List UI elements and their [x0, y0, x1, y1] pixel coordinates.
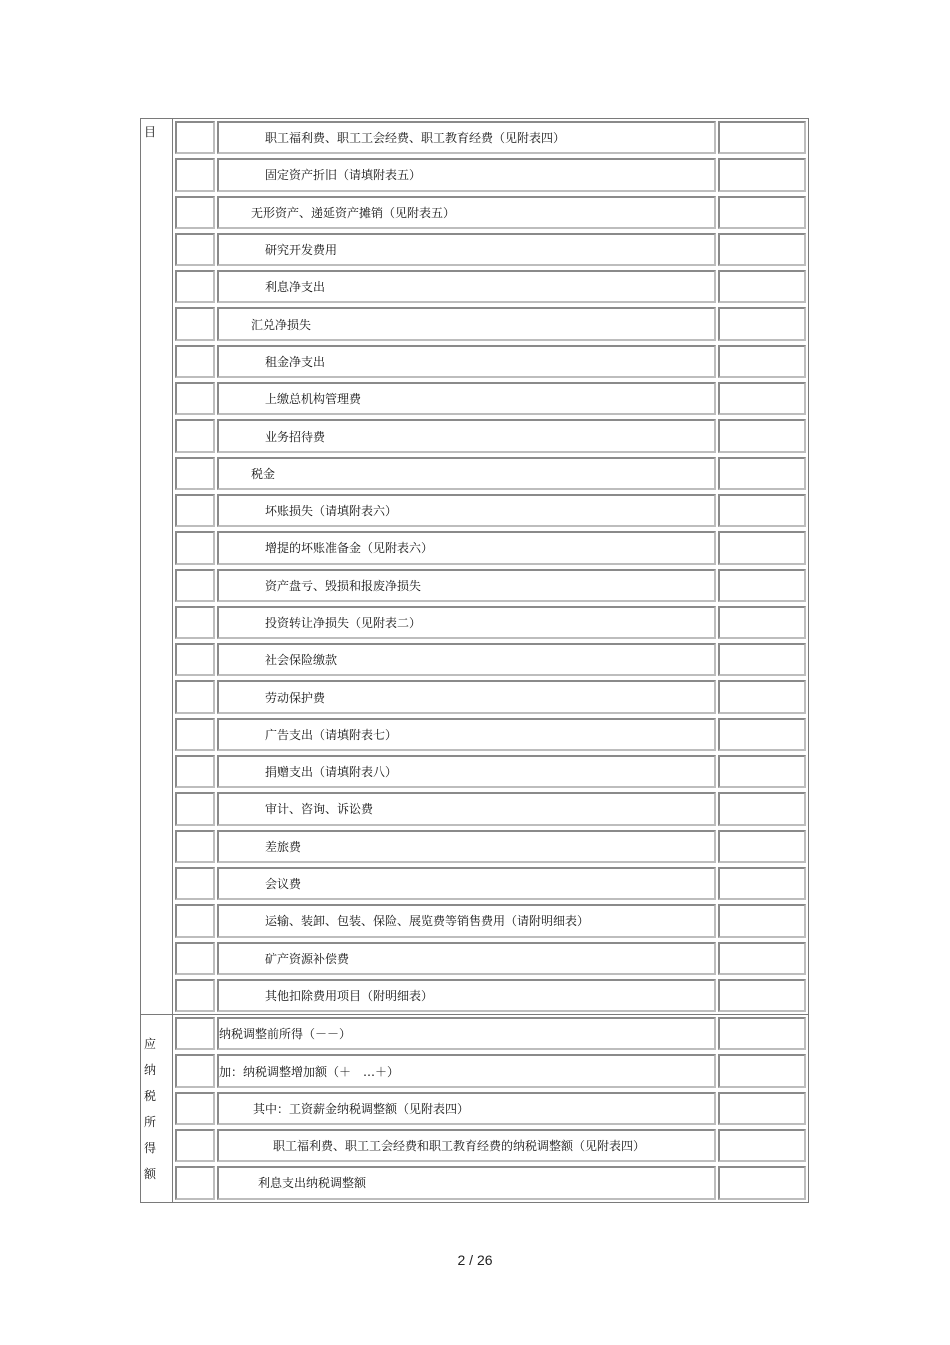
item-cell	[217, 270, 716, 303]
amount-cell[interactable]	[718, 979, 806, 1012]
item-label: 其中：工资薪金纳税调整额（见附表四）	[253, 1101, 470, 1116]
amount-cell[interactable]	[718, 680, 806, 713]
table-row	[173, 641, 808, 678]
amount-cell[interactable]	[718, 569, 806, 602]
item-cell	[217, 345, 716, 378]
tax-form-table	[140, 118, 809, 1203]
amount-cell[interactable]	[718, 419, 806, 452]
item-label: 业务招待费	[265, 429, 326, 444]
item-cell	[217, 606, 716, 639]
item-cell	[217, 867, 716, 900]
table-row	[173, 865, 808, 902]
section-deductions	[141, 119, 808, 1014]
item-label: 利息支出纳税调整额	[258, 1176, 367, 1191]
amount-cell[interactable]	[718, 233, 806, 266]
amount-cell[interactable]	[718, 792, 806, 825]
section-taxable-income	[141, 1014, 808, 1201]
item-cell	[217, 1166, 716, 1199]
amount-cell[interactable]	[718, 867, 806, 900]
table-row	[173, 604, 808, 641]
line-number-cell[interactable]	[175, 419, 215, 452]
item-cell	[217, 569, 716, 602]
amount-cell[interactable]	[718, 158, 806, 191]
amount-cell[interactable]	[718, 643, 806, 676]
amount-cell[interactable]	[718, 904, 806, 937]
item-label: 上缴总机构管理费	[265, 392, 362, 407]
line-number-cell[interactable]	[175, 1129, 215, 1162]
line-number-cell[interactable]	[175, 1017, 215, 1050]
item-cell	[217, 457, 716, 490]
amount-cell[interactable]	[718, 718, 806, 751]
line-number-cell[interactable]	[175, 121, 215, 154]
table-row	[173, 455, 808, 492]
amount-cell[interactable]	[718, 755, 806, 788]
line-number-cell[interactable]	[175, 1054, 215, 1087]
line-number-cell[interactable]	[175, 718, 215, 751]
group-label-char: 纳	[144, 1063, 157, 1078]
item-cell	[217, 494, 716, 527]
item-cell	[217, 121, 716, 154]
item-label: 其他扣除费用项目（附明细表）	[265, 988, 434, 1003]
item-label: 租金净支出	[265, 354, 326, 369]
item-cell	[217, 1054, 716, 1087]
table-row	[173, 940, 808, 977]
item-cell	[217, 1017, 716, 1050]
item-label: 税金	[251, 466, 276, 481]
amount-cell[interactable]	[718, 457, 806, 490]
line-number-cell[interactable]	[175, 382, 215, 415]
group-label-char: 目	[144, 125, 157, 139]
table-row	[173, 1127, 808, 1164]
group-label-char: 应	[144, 1037, 157, 1052]
amount-cell[interactable]	[718, 307, 806, 340]
table-row	[173, 156, 808, 193]
item-label: 会议费	[265, 877, 302, 892]
item-label: 矿产资源补偿费	[265, 951, 350, 966]
item-cell	[217, 979, 716, 1012]
line-number-cell[interactable]	[175, 233, 215, 266]
amount-cell[interactable]	[718, 382, 806, 415]
line-number-cell[interactable]	[175, 1092, 215, 1125]
table-row	[173, 194, 808, 231]
item-label: 利息净支出	[265, 280, 326, 295]
group-label-char: 得	[144, 1141, 157, 1156]
item-label: 无形资产、递延资产摊销（见附表五）	[251, 205, 456, 220]
amount-cell[interactable]	[718, 942, 806, 975]
line-number-cell[interactable]	[175, 643, 215, 676]
amount-cell[interactable]	[718, 830, 806, 863]
line-number-cell[interactable]	[175, 196, 215, 229]
line-number-cell[interactable]	[175, 606, 215, 639]
line-number-cell[interactable]	[175, 531, 215, 564]
table-row	[173, 678, 808, 715]
amount-cell[interactable]	[718, 606, 806, 639]
amount-cell[interactable]	[718, 1129, 806, 1162]
line-number-cell[interactable]	[175, 494, 215, 527]
item-cell	[217, 718, 716, 751]
table-row	[173, 567, 808, 604]
amount-cell[interactable]	[718, 1054, 806, 1087]
table-row	[173, 529, 808, 566]
item-label: 社会保险缴款	[265, 653, 338, 668]
item-label: 加：纳税调整增加额（＋ …＋）	[219, 1064, 400, 1079]
line-number-cell[interactable]	[175, 979, 215, 1012]
amount-cell[interactable]	[718, 270, 806, 303]
item-cell	[217, 233, 716, 266]
line-number-cell[interactable]	[175, 942, 215, 975]
item-label: 职工福利费、职工工会经费、职工教育经费（见附表四）	[265, 131, 566, 146]
item-label: 捐赠支出（请填附表八）	[265, 765, 398, 780]
item-cell	[217, 755, 716, 788]
group-label-char: 额	[144, 1167, 157, 1182]
item-label: 汇兑净损失	[251, 317, 312, 332]
item-cell	[217, 942, 716, 975]
table-row	[173, 902, 808, 939]
table-row	[173, 828, 808, 865]
item-cell	[217, 158, 716, 191]
item-cell	[217, 792, 716, 825]
group-label	[141, 1015, 173, 1201]
table-row	[173, 343, 808, 380]
line-number-cell[interactable]	[175, 457, 215, 490]
item-cell	[217, 382, 716, 415]
table-row	[173, 380, 808, 417]
group-label-char: 税	[144, 1089, 157, 1104]
table-row	[173, 231, 808, 268]
row-group	[173, 1015, 808, 1201]
line-number-cell[interactable]	[175, 904, 215, 937]
item-cell	[217, 680, 716, 713]
amount-cell[interactable]	[718, 345, 806, 378]
item-label: 审计、咨询、诉讼费	[265, 802, 374, 817]
table-row	[173, 977, 808, 1014]
item-cell	[217, 643, 716, 676]
amount-cell[interactable]	[718, 494, 806, 527]
table-row	[173, 268, 808, 305]
table-row	[173, 305, 808, 342]
row-group	[173, 119, 808, 1014]
item-label: 投资转让净损失（见附表二）	[265, 616, 422, 630]
amount-cell[interactable]	[718, 196, 806, 229]
table-row	[173, 753, 808, 790]
item-cell	[217, 307, 716, 340]
item-cell	[217, 531, 716, 564]
item-label: 运输、装卸、包装、保险、展览费等销售费用（请附明细表）	[265, 914, 590, 929]
line-number-cell[interactable]	[175, 830, 215, 863]
amount-cell[interactable]	[718, 1092, 806, 1125]
item-cell	[217, 904, 716, 937]
item-label: 差旅费	[265, 839, 302, 854]
line-number-cell[interactable]	[175, 270, 215, 303]
line-number-cell[interactable]	[175, 680, 215, 713]
group-label-char: 所	[144, 1115, 157, 1130]
item-label: 坏账损失（请填附表六）	[265, 504, 398, 519]
item-label: 劳动保护费	[265, 690, 326, 705]
item-cell	[217, 419, 716, 452]
line-number-cell[interactable]	[175, 158, 215, 191]
line-number-cell[interactable]	[175, 867, 215, 900]
table-row	[173, 119, 808, 156]
table-row	[173, 1090, 808, 1127]
table-row	[173, 790, 808, 827]
line-number-cell[interactable]	[175, 345, 215, 378]
item-label: 增提的坏账准备金（见附表六）	[265, 541, 434, 556]
table-row	[173, 417, 808, 454]
item-label: 固定资产折旧（请填附表五）	[265, 168, 422, 183]
item-cell	[217, 830, 716, 863]
item-cell	[217, 1129, 716, 1162]
item-label: 资产盘亏、毁损和报废净损失	[265, 578, 422, 593]
item-label: 广告支出（请填附表七）	[265, 727, 398, 742]
item-cell	[217, 196, 716, 229]
table-row	[173, 716, 808, 753]
table-row	[173, 492, 808, 529]
amount-cell[interactable]	[718, 531, 806, 564]
table-row	[173, 1164, 808, 1201]
item-label: 职工福利费、职工工会经费和职工教育经费的纳税调整额（见附表四）	[273, 1139, 646, 1154]
line-number-cell[interactable]	[175, 1166, 215, 1199]
line-number-cell[interactable]	[175, 792, 215, 825]
amount-cell[interactable]	[718, 121, 806, 154]
line-number-cell[interactable]	[175, 569, 215, 602]
amount-cell[interactable]	[718, 1017, 806, 1050]
line-number-cell[interactable]	[175, 755, 215, 788]
item-label: 纳税调整前所得（－－）	[219, 1027, 352, 1042]
item-label: 研究开发费用	[265, 243, 338, 258]
table-row	[173, 1052, 808, 1089]
table-row	[173, 1015, 808, 1052]
page-number: 2 / 26	[457, 1252, 493, 1268]
amount-cell[interactable]	[718, 1166, 806, 1199]
group-label	[141, 119, 173, 1014]
line-number-cell[interactable]	[175, 307, 215, 340]
item-cell	[217, 1092, 716, 1125]
